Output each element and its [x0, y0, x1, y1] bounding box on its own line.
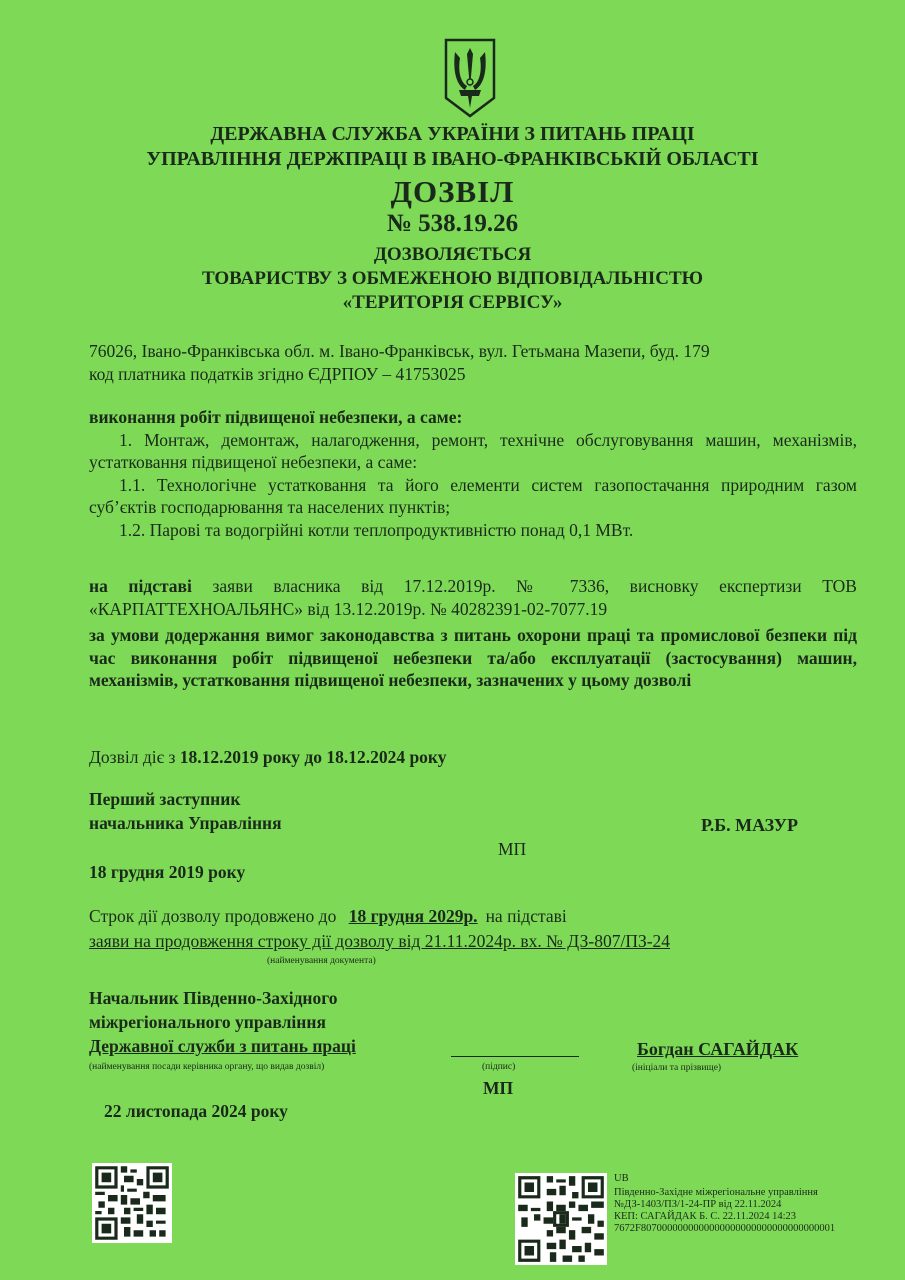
signer2-position-3: Державної служби з питань праці — [89, 1036, 356, 1056]
works-block — [89, 406, 857, 541]
e-stamp-line-1: UB — [614, 1173, 629, 1184]
org-line-2: УПРАВЛІННЯ ДЕРЖПРАЦІ В ІВАНО-ФРАНКІВСЬКІЙ ОБЛАСТІ — [146, 148, 759, 170]
works-item-1: 1. Монтаж, демонтаж, налагодження, ремонт, технічне обслуговування машин, механізмів, устатковання підвищеної небезпеки, а саме: — [89, 429, 857, 472]
validity-mid: року до — [258, 747, 327, 767]
signer1-position-1: Перший заступник — [89, 789, 241, 809]
address-block — [89, 340, 857, 385]
document-title: ДОЗВІЛ — [390, 174, 515, 209]
validity-prefix: Дозвіл діє з — [89, 747, 180, 767]
qr-code-icon — [92, 1163, 172, 1243]
signer2-name: Богдан САГАЙДАК — [637, 1039, 799, 1059]
signer2-position-1: Начальник Південно-Західного — [89, 988, 338, 1008]
company-line-1: ТОВАРИСТВУ З ОБМЕЖЕНОЮ ВІДПОВІДАЛЬНІСТЮ — [201, 268, 704, 289]
signer2-position-2: міжрегіонального управління — [89, 1012, 326, 1032]
seal-mark-1: МП — [498, 839, 527, 859]
works-item-1-1: 1.1. Технологічне устатковання та його елементи систем газопостачання природним газом суб’єктів господарювання та населених пунктів; — [89, 474, 857, 517]
signature-caption: (підпис) — [482, 1062, 516, 1072]
signer2-date: 22 листопада 2024 року — [104, 1101, 288, 1121]
signer2-position-caption: (найменування посади керівника органу, що видав дозвіл) — [89, 1062, 325, 1072]
e-stamp-line-4: КЕП: САГАЙДАК Б. С. 22.11.2024 14:23 — [614, 1211, 797, 1222]
document-number: № 538.19.26 — [386, 210, 519, 237]
basis-paragraph — [89, 575, 857, 620]
works-heading: виконання робіт підвищеної небезпеки, а саме: — [89, 407, 463, 427]
permitted-heading: ДОЗВОЛЯЄТЬСЯ — [373, 244, 532, 265]
extension-prefix: Строк дії дозволу продовжено до — [89, 906, 341, 926]
company-line-2: «ТЕРИТОРІЯ СЕРВІСУ» — [342, 292, 563, 313]
validity-line — [89, 746, 857, 769]
validity-from: 18.12.2019 — [179, 747, 259, 767]
extension-basis: заяви на продовження строку дії дозволу від 21.11.2024р. вх. № ДЗ-807/ПЗ-24 — [89, 931, 671, 951]
signer2-name-caption: (ініціали та прізвище) — [632, 1063, 722, 1073]
validity-suffix: року — [405, 747, 447, 767]
e-stamp-line-5: 7672F8070000000000000000000000000000000001 — [614, 1223, 836, 1234]
address-line: 76026, Івано-Франківська обл. м. Івано-Франківськ, вул. Гетьмана Мазепи, буд. 179 — [89, 341, 710, 361]
trident-emblem-icon — [443, 38, 497, 118]
basis-lead: на підставі — [89, 576, 192, 596]
signer1-position-2: начальника Управління — [89, 813, 282, 833]
extension-until: 18 грудня 2029р. — [348, 906, 478, 926]
extension-line-1 — [89, 906, 567, 927]
validity-to: 18.12.2024 — [326, 747, 406, 767]
e-stamp-line-3: №ДЗ-1403/ПЗ/1-24-ПР від 22.11.2024 — [614, 1199, 782, 1210]
org-line-1: ДЕРЖАВНА СЛУЖБА УКРАЇНИ З ПИТАНЬ ПРАЦІ — [210, 123, 695, 145]
signer1-name: Р.Б. МАЗУР — [701, 815, 798, 835]
seal-mark-2: МП — [483, 1078, 514, 1098]
works-item-1-2: 1.2. Парові та водогрійні котли теплопродуктивністю понад 0,1 МВт. — [119, 519, 634, 540]
qr-code-icon — [515, 1173, 607, 1265]
signer1-date: 18 грудня 2019 року — [89, 862, 246, 882]
extension-caption: (найменування документа) — [267, 956, 376, 966]
basis-text: заяви власника від 17.12.2019р. № 7336, висновку експертизи ТОВ «КАРПАТТЕХНОАЛЬЯНС» від 13.12.2019р. № 40282391-02-7077.19 — [89, 576, 857, 619]
e-stamp-line-2: Південно-Західне міжрегіональне управління — [614, 1187, 818, 1198]
extension-suffix: на підставі — [485, 906, 567, 926]
signature-line — [451, 1056, 579, 1057]
conditions-paragraph: за умови додержання вимог законодавства з питань охорони праці та промислової безпеки під час виконання робіт підвищеної небезпеки та/або експлуатації (застосування) машин, механізмів, устатковання підвищеної небезпеки, зазначених у цьому дозволі — [89, 625, 857, 690]
tax-code-line: код платника податків згідно ЄДРПОУ – 41753025 — [89, 363, 466, 384]
